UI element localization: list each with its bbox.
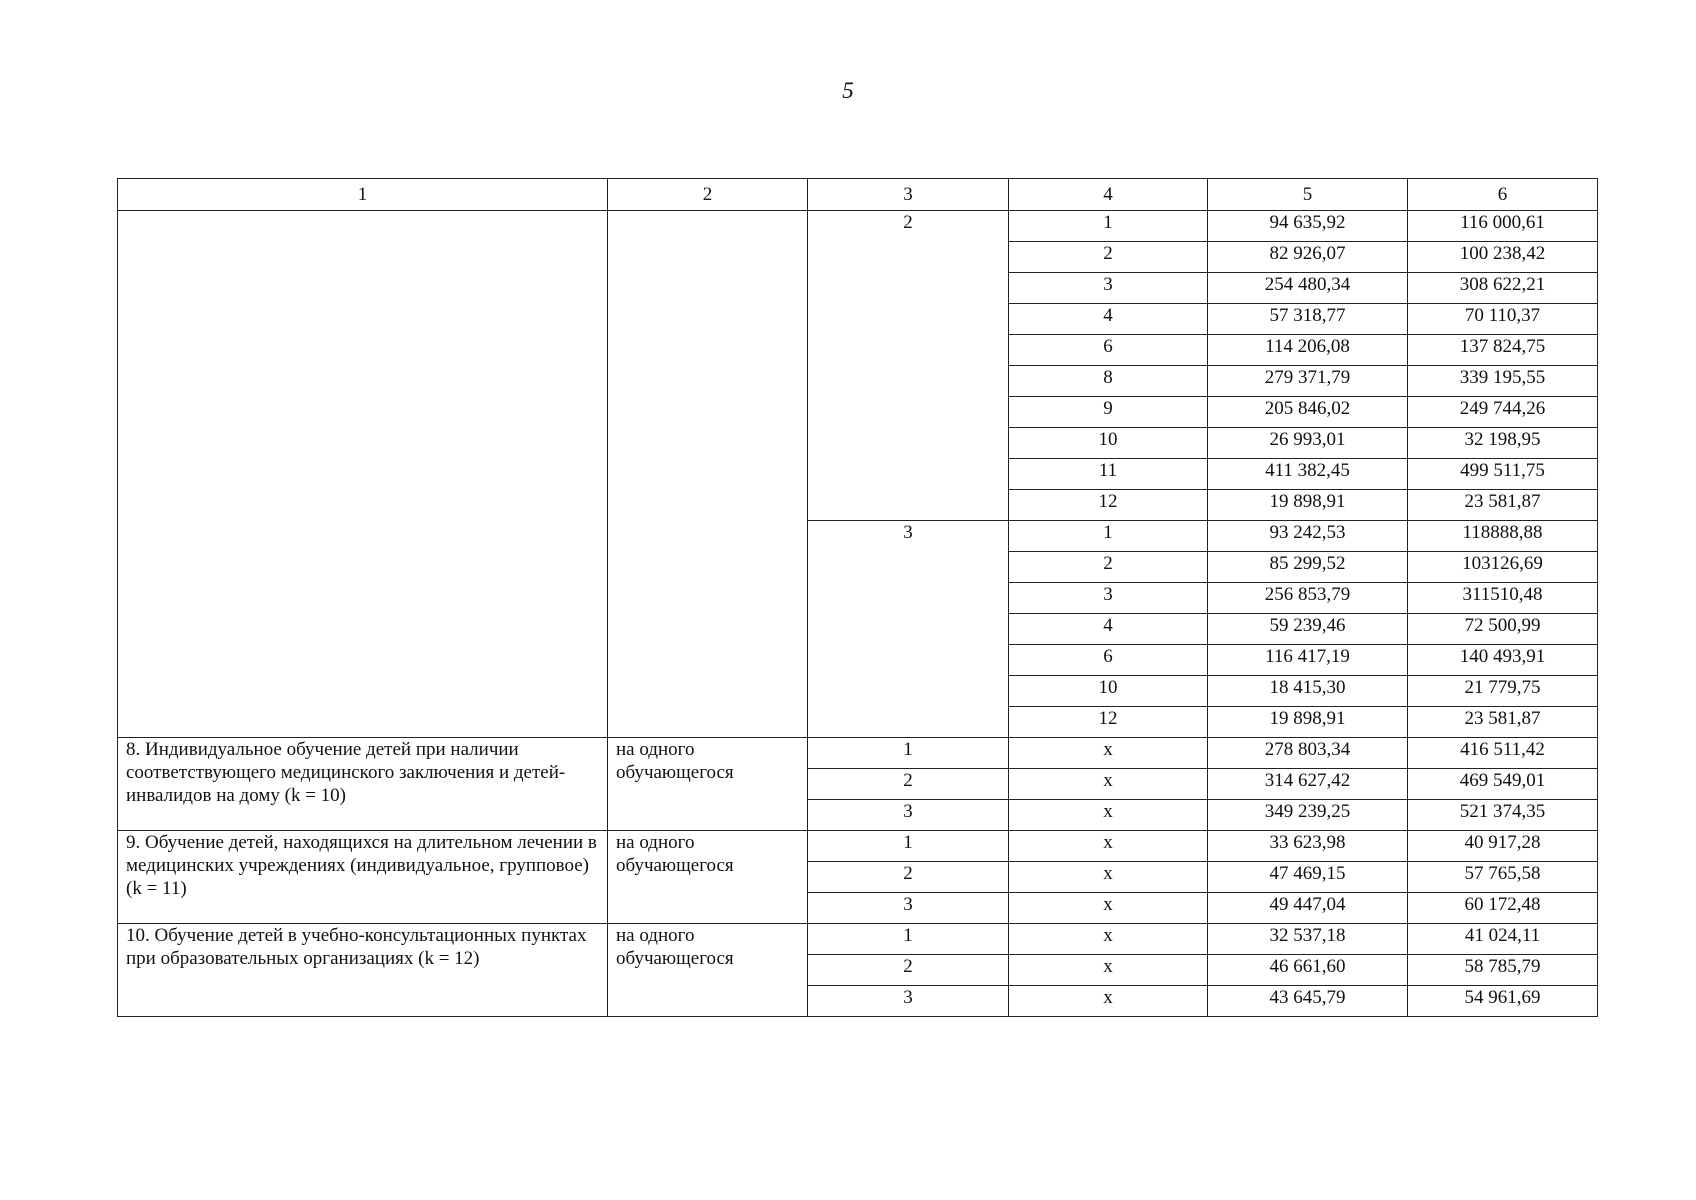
value-col5-cell: 82 926,07: [1208, 242, 1408, 273]
page-number: 5: [842, 78, 854, 103]
header-col-6: 6: [1408, 179, 1598, 211]
value-col5-cell: 349 239,25: [1208, 800, 1408, 831]
value-col5-cell: 93 242,53: [1208, 521, 1408, 552]
value-col5-cell: 57 318,77: [1208, 304, 1408, 335]
continued-service-cell: [118, 211, 608, 738]
index-cell: 6: [1009, 645, 1208, 676]
group-cell: 1: [808, 831, 1009, 862]
index-cell: 6: [1009, 335, 1208, 366]
service-name-cell: 9. Обучение детей, находящихся на длительном лечении в медицинских учреждениях (индивидуальное, групповое) (k = 11): [118, 831, 608, 924]
value-col5-cell: 114 206,08: [1208, 335, 1408, 366]
value-col5-cell: 94 635,92: [1208, 211, 1408, 242]
value-col5-cell: 43 645,79: [1208, 986, 1408, 1017]
group-cell: 1: [808, 924, 1009, 955]
value-col6-cell: 41 024,11: [1408, 924, 1598, 955]
value-col6-cell: 249 744,26: [1408, 397, 1598, 428]
index-cell: х: [1009, 893, 1208, 924]
value-col5-cell: 59 239,46: [1208, 614, 1408, 645]
index-cell: х: [1009, 769, 1208, 800]
table-body: [118, 211, 1598, 1017]
value-col6-cell: 60 172,48: [1408, 893, 1598, 924]
value-col5-cell: 33 623,98: [1208, 831, 1408, 862]
value-col5-cell: 278 803,34: [1208, 738, 1408, 769]
table-row: [118, 831, 1598, 862]
value-col5-cell: 18 415,30: [1208, 676, 1408, 707]
value-col6-cell: 499 511,75: [1408, 459, 1598, 490]
index-cell: 2: [1009, 552, 1208, 583]
group-cell: 2: [808, 862, 1009, 893]
value-col6-cell: 54 961,69: [1408, 986, 1598, 1017]
index-cell: 1: [1009, 211, 1208, 242]
continued-unit-cell: [608, 211, 808, 738]
index-cell: х: [1009, 924, 1208, 955]
table-row: [118, 738, 1598, 769]
value-col6-cell: 72 500,99: [1408, 614, 1598, 645]
value-col5-cell: 279 371,79: [1208, 366, 1408, 397]
value-col6-cell: 140 493,91: [1408, 645, 1598, 676]
value-col6-cell: 57 765,58: [1408, 862, 1598, 893]
index-cell: 8: [1009, 366, 1208, 397]
index-cell: 12: [1009, 490, 1208, 521]
value-col6-cell: 469 549,01: [1408, 769, 1598, 800]
value-col6-cell: 308 622,21: [1408, 273, 1598, 304]
value-col5-cell: 26 993,01: [1208, 428, 1408, 459]
group-cell: 3: [808, 893, 1009, 924]
value-col5-cell: 314 627,42: [1208, 769, 1408, 800]
table-row: [118, 211, 1598, 242]
value-col5-cell: 47 469,15: [1208, 862, 1408, 893]
service-name-cell: 10. Обучение детей в учебно-консультационных пунктах при образовательных организациях (k = 12): [118, 924, 608, 1017]
group-cell: 2: [808, 955, 1009, 986]
header-col-4: 4: [1009, 179, 1208, 211]
value-col5-cell: 205 846,02: [1208, 397, 1408, 428]
index-cell: 3: [1009, 583, 1208, 614]
value-col5-cell: 256 853,79: [1208, 583, 1408, 614]
value-col6-cell: 21 779,75: [1408, 676, 1598, 707]
header-col-5: 5: [1208, 179, 1408, 211]
value-col5-cell: 32 537,18: [1208, 924, 1408, 955]
value-col5-cell: 85 299,52: [1208, 552, 1408, 583]
value-col5-cell: 19 898,91: [1208, 490, 1408, 521]
index-cell: х: [1009, 986, 1208, 1017]
index-cell: 11: [1009, 459, 1208, 490]
value-col6-cell: 137 824,75: [1408, 335, 1598, 366]
index-cell: х: [1009, 831, 1208, 862]
group-cell: 2: [808, 769, 1009, 800]
header-col-1: 1: [118, 179, 608, 211]
index-cell: 9: [1009, 397, 1208, 428]
unit-cell: на одного обучающегося: [608, 738, 808, 831]
group-cell: 3: [808, 800, 1009, 831]
unit-cell: на одного обучающегося: [608, 924, 808, 1017]
value-col5-cell: 116 417,19: [1208, 645, 1408, 676]
value-col6-cell: 311510,48: [1408, 583, 1598, 614]
service-name-cell: 8. Индивидуальное обучение детей при наличии соответствующего медицинского заключения и детей-инвалидов на дому (k = 10): [118, 738, 608, 831]
value-col6-cell: 40 917,28: [1408, 831, 1598, 862]
index-cell: х: [1009, 738, 1208, 769]
unit-cell: на одного обучающегося: [608, 831, 808, 924]
column-number-header: [118, 179, 1598, 211]
index-cell: 4: [1009, 614, 1208, 645]
value-col5-cell: 49 447,04: [1208, 893, 1408, 924]
value-col6-cell: 521 374,35: [1408, 800, 1598, 831]
value-col6-cell: 416 511,42: [1408, 738, 1598, 769]
group-cell: 3: [808, 986, 1009, 1017]
index-cell: 3: [1009, 273, 1208, 304]
value-col6-cell: 116 000,61: [1408, 211, 1598, 242]
value-col6-cell: 23 581,87: [1408, 707, 1598, 738]
index-cell: 2: [1009, 242, 1208, 273]
group-cell: 2: [808, 211, 1009, 521]
header-col-3: 3: [808, 179, 1009, 211]
value-col6-cell: 70 110,37: [1408, 304, 1598, 335]
value-col5-cell: 46 661,60: [1208, 955, 1408, 986]
header-row: [118, 179, 1598, 211]
index-cell: х: [1009, 862, 1208, 893]
value-col5-cell: 411 382,45: [1208, 459, 1408, 490]
index-cell: 12: [1009, 707, 1208, 738]
tariff-table: [117, 178, 1598, 1017]
value-col6-cell: 339 195,55: [1408, 366, 1598, 397]
index-cell: х: [1009, 955, 1208, 986]
index-cell: 10: [1009, 676, 1208, 707]
group-cell: 3: [808, 521, 1009, 738]
value-col6-cell: 23 581,87: [1408, 490, 1598, 521]
group-cell: 1: [808, 738, 1009, 769]
index-cell: х: [1009, 800, 1208, 831]
value-col6-cell: 100 238,42: [1408, 242, 1598, 273]
index-cell: 1: [1009, 521, 1208, 552]
value-col5-cell: 254 480,34: [1208, 273, 1408, 304]
table-row: [118, 924, 1598, 955]
value-col6-cell: 32 198,95: [1408, 428, 1598, 459]
index-cell: 4: [1009, 304, 1208, 335]
index-cell: 10: [1009, 428, 1208, 459]
value-col6-cell: 118888,88: [1408, 521, 1598, 552]
value-col5-cell: 19 898,91: [1208, 707, 1408, 738]
value-col6-cell: 58 785,79: [1408, 955, 1598, 986]
header-col-2: 2: [608, 179, 808, 211]
value-col6-cell: 103126,69: [1408, 552, 1598, 583]
